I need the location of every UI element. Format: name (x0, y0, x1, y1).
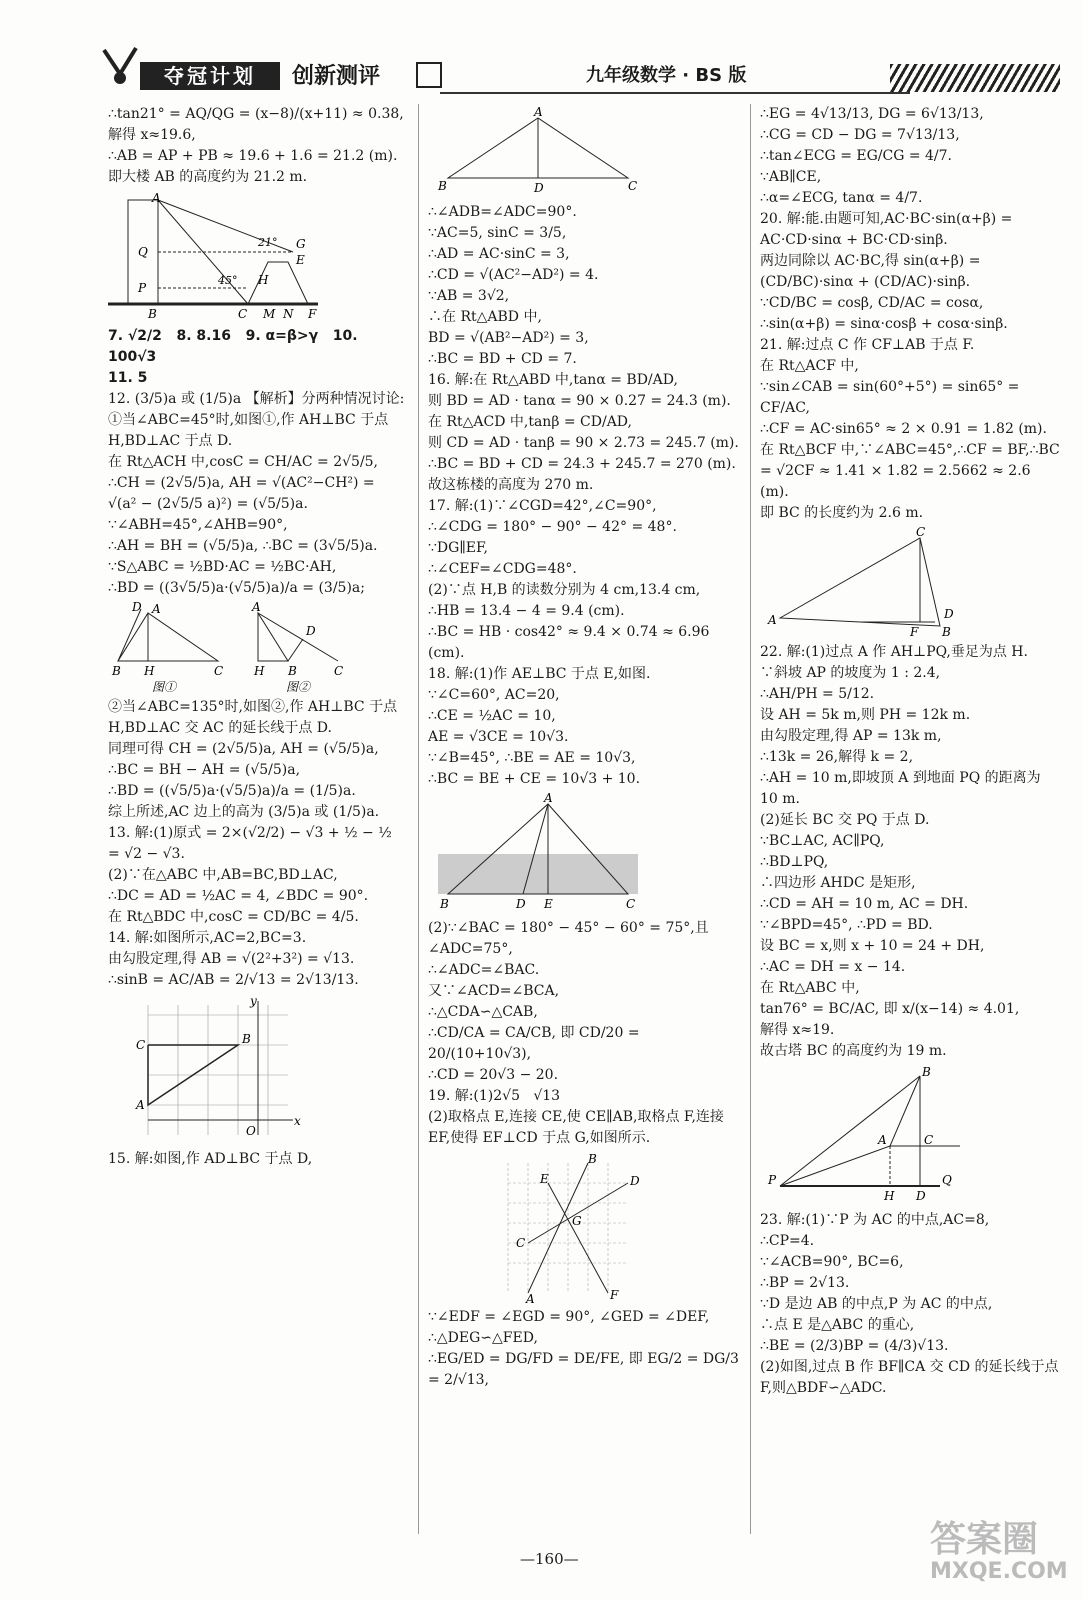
fig-caption: 图② (286, 680, 311, 694)
text-line: ∴CG = CD − DG = 7√13/13, (760, 127, 960, 143)
fig-label: B (942, 625, 951, 639)
text-line: ∴AD = AC·sinC = 3, (428, 246, 570, 262)
text-line: (2)取格点 E,连接 CE,使 CE∥AB,取格点 F,连接 EF,使得 EF⊥CD 于点 G,如图所示. (428, 1109, 729, 1146)
fig-label: B (242, 1032, 251, 1046)
text-line: ①当∠ABC=45°时,如图①,作 AH⊥BC 于点 H,BD⊥AC 于点 D. (108, 412, 393, 449)
fig-label: B (588, 1152, 597, 1166)
text-line: ∴BC = BE + CE = 10√3 + 10. (428, 771, 641, 787)
fig-label: A (768, 613, 777, 627)
fig-label: Q (138, 245, 148, 259)
text-line: 同理可得 CH = (2√5/5)a, AH = (√5/5)a, (108, 741, 379, 757)
text-line: 即大楼 AB 的高度约为 21.2 m. (108, 169, 308, 185)
fig-label: P (768, 1173, 777, 1187)
fig-label: B (148, 307, 157, 321)
text-line: ∴EG/ED = DG/FD = DE/FE, 即 EG/2 = DG/3 = 2/√13, (428, 1351, 744, 1388)
text-line: 在 Rt△BCF 中,∵∠ABC=45°,∴CF = BF,∴BC = √2CF ≈ 1.41 × 1.82 = 2.5662 ≈ 2.6 (m). (760, 442, 1065, 500)
text-line: 在 Rt△ABC 中, (760, 980, 860, 996)
text-line: ∴BP = 2√13. (760, 1275, 850, 1291)
fig-label: B (922, 1065, 931, 1079)
text-line: ∴CD = 20√3 − 20. (428, 1067, 559, 1083)
text-line: 故这栋楼的高度为 270 m. (428, 477, 594, 493)
figure-12 (108, 600, 368, 694)
fig-label: C (626, 897, 636, 911)
series-title: 创新测评 (292, 64, 381, 89)
text-line: 15. 解:如图,作 AD⊥BC 于点 D, (108, 1151, 313, 1167)
text-line: 23. 解:(1)∵P 为 AC 的中点,AC=8, (760, 1212, 990, 1228)
header-stripes (890, 64, 1060, 92)
fig-label: C (516, 1236, 526, 1250)
text-line: ∵∠EDF = ∠EGD = 90°, ∠GED = ∠DEF, (428, 1309, 710, 1325)
text-line: ∵CD/BC = cosβ, CD/AC = cosα, (760, 295, 984, 311)
text-line: 17. 解:(1)∵∠CGD=42°,∠C=90°, (428, 498, 657, 514)
fig-label: P (138, 281, 147, 295)
fig-label: G (572, 1214, 582, 1228)
text-line: 13. 解:(1)原式 = 2×(√2/2) − √3 + ½ − ½ (108, 825, 392, 841)
text-line: 由勾股定理,得 AB = √(2²+3²) = √13. (108, 951, 355, 967)
text-line: ∴CF = AC·sin65° ≈ 2 × 0.91 = 1.82 (m). (760, 421, 1047, 437)
fig-label: Q (942, 1173, 952, 1187)
fig-label: O (246, 1124, 256, 1138)
text-line: ∴EG = 4√13/13, DG = 6√13/13, (760, 106, 984, 122)
fig-label: 45° (218, 274, 238, 287)
text-line: tan76° = BC/AC, 即 x/(x−14) ≈ 4.01, (760, 1001, 1020, 1017)
fig-label: C (214, 664, 224, 678)
fig-label: D (306, 624, 316, 638)
text-line: ∴CP=4. (760, 1233, 815, 1249)
column-3 (760, 104, 1065, 1544)
fig-label: x (294, 1114, 301, 1128)
text-line: ∴CD/CA = CA/CB, 即 CD/20 = 20/(10+10√3), (428, 1025, 645, 1062)
fig-label: F (308, 307, 317, 321)
fig-label: A (534, 105, 543, 119)
figure-15 (428, 105, 648, 198)
text-line: ∵DG∥EF, (428, 540, 488, 556)
text-line: ∴CD = √(AC²−AD²) = 4. (428, 267, 599, 283)
text-line: (2)∵∠BAC = 180° − 45° − 60° = 75°,且∠ADC=75°, (428, 920, 709, 957)
trophy-logo-icon (100, 44, 140, 88)
text-line: 两边同除以 AC·BC,得 sin(α+β) = (CD/BC)·sinα + (CD/AC)·sinβ. (760, 253, 985, 290)
text-line: ∴BC = HB · cos42° ≈ 9.4 × 0.74 ≈ 6.96 (cm). (428, 624, 714, 661)
fig-label: B (112, 664, 121, 678)
figure-14-grid (108, 995, 308, 1145)
fig-label: M (263, 307, 276, 321)
text-line: ∴CE = ½AC = 10, (428, 708, 556, 724)
text-line: ∴∠CDG = 180° − 90° − 42° = 48°. (428, 519, 677, 535)
text-line: 20. 解:能.由题可知,AC·BC·sin(α+β) = AC·CD·sinα + BC·CD·sinβ. (760, 211, 1017, 248)
text-line: ∴AH = BH = (√5/5)a, ∴BC = (3√5/5)a. (108, 538, 378, 554)
fig-label: H (884, 1189, 895, 1203)
fig-label: N (283, 307, 294, 321)
text-line: ∴sin(α+β) = sinα·cosβ + cosα·sinβ. (760, 316, 1008, 332)
text-line: ∴HB = 13.4 − 4 = 9.4 (cm). (428, 603, 625, 619)
text-line: √(a² − (2√5/5 a)²) = (√5/5)a. (108, 496, 308, 512)
building-figure (108, 192, 328, 322)
text-line: (2)∵在△ABC 中,AB=BC,BD⊥AC, (108, 867, 338, 883)
fig-label: H (254, 664, 265, 678)
text-line: ∴∠ADB=∠ADC=90°. (428, 204, 577, 220)
text-line: 则 BD = AD · tanα = 90 × 0.27 = 24.3 (m). (428, 393, 731, 409)
watermark-url: MXQE.COM (930, 1558, 1068, 1584)
fig-label: C (916, 525, 926, 539)
text-line: ∴BD = ((√5/5)a·(√5/5)a)/a = (1/5)a. (108, 783, 356, 799)
text-line: ∴DC = AD = ½AC = 4, ∠BDC = 90°. (108, 888, 369, 904)
text-line: ②当∠ABC=135°时,如图②,作 AH⊥BC 于点 H,BD⊥AC 交 AC 的延长线于点 D. (108, 699, 402, 736)
text-line: ∵AB = 3√2, (428, 288, 510, 304)
column-1 (108, 104, 408, 1544)
answer-line: 7. √2/2 8. 8.16 9. α=β>γ 10. 100√3 (108, 328, 363, 365)
text-line: ∴tan∠ECG = EG/CG = 4/7. (760, 148, 953, 164)
watermark (930, 1520, 1068, 1584)
text-line: 在 Rt△BDC 中,cosC = CD/BC = 4/5. (108, 909, 359, 925)
fig-label: A (152, 602, 161, 616)
fig-label: C (136, 1038, 146, 1052)
text-line: ∴AH/PH = 5/12. (760, 686, 875, 702)
text-line: ∴∠ADC=∠BAC. (428, 962, 540, 978)
text-line: 18. 解:(1)作 AE⊥BC 于点 E,如图. (428, 666, 651, 682)
fig-label: 21° (258, 236, 278, 249)
text-line: ∴△DEG∽△FED, (428, 1330, 538, 1346)
text-line: 由勾股定理,得 AP = 13k m, (760, 728, 942, 744)
text-line: 解得 x≈19.6, (108, 127, 196, 143)
text-line: ∴BC = BD + CD = 24.3 + 245.7 = 270 (m). (428, 456, 736, 472)
text-line: ∴13k = 26,解得 k = 2, (760, 749, 914, 765)
text-line: 设 AH = 5k m,则 PH = 12k m. (760, 707, 971, 723)
text-line: ∵∠C=60°, AC=20, (428, 687, 560, 703)
fig-label: D (534, 181, 544, 195)
fig-label: A (878, 1133, 887, 1147)
text-line: = √2 − √3. (108, 846, 185, 862)
text-line: 21. 解:过点 C 作 CF⊥AB 于点 F. (760, 337, 975, 353)
text-line: BD = √(AB²−AD²) = 3, (428, 330, 589, 346)
fig-label: A (526, 1292, 535, 1306)
column-divider (750, 104, 751, 1534)
watermark-text: 答案圈 (930, 1519, 1039, 1560)
fig-label: B (440, 897, 449, 911)
text-line: 在 Rt△ACF 中, (760, 358, 859, 374)
fig-label: E (540, 1172, 549, 1186)
text-line: ∴BE = (2/3)BP = (4/3)√13. (760, 1338, 949, 1354)
fig-label: C (238, 307, 248, 321)
fig-label: B (438, 179, 447, 193)
brand-title: 夺冠计划 (140, 62, 280, 90)
text-line: ∵∠ABH=45°,∠AHB=90°, (108, 517, 288, 533)
text-line: 故古塔 BC 的高度约为 19 m. (760, 1043, 947, 1059)
text-line: 在 Rt△ACD 中,tanβ = CD/AD, (428, 414, 632, 430)
fig-caption: 图① (152, 680, 177, 694)
fig-label: H (144, 664, 155, 678)
text-line: ∴∠CEF=∠CDG=48°. (428, 561, 577, 577)
text-line: ∵∠BPD=45°, ∴PD = BD. (760, 917, 933, 933)
header-rule (440, 92, 910, 94)
series-mark-icon (416, 62, 442, 88)
text-line: 则 CD = AD · tanβ = 90 × 2.73 = 245.7 (m). (428, 435, 739, 451)
fig-label: E (544, 897, 553, 911)
fig-label: D (916, 1189, 926, 1203)
text-line: ∴tan21° = AQ/QG = (x−8)/(x+11) ≈ 0.38, (108, 106, 404, 122)
fig-label: C (924, 1133, 934, 1147)
fig-label: H (258, 273, 269, 287)
fig-label: A (136, 1098, 145, 1112)
text-line: ∴四边形 AHDC 是矩形, (760, 875, 916, 891)
text-line: ∵D 是边 AB 的中点,P 为 AC 的中点, (760, 1296, 993, 1312)
text-line: 又∵∠ACD=∠BCA, (428, 983, 560, 999)
text-line: 16. 解:在 Rt△ABD 中,tanα = BD/AD, (428, 372, 678, 388)
text-line: ∴BC = BH − AH = (√5/5)a, (108, 762, 301, 778)
text-line: ∵S△ABC = ½BD·AC = ½BC·AH, (108, 559, 337, 575)
page-number: —160— (520, 1550, 579, 1568)
figure-19-grid (428, 1152, 648, 1306)
fig-label: D (516, 897, 526, 911)
text-line: ∵AC=5, sinC = 3/5, (428, 225, 567, 241)
text-line: 即 BC 的长度约为 2.6 m. (760, 505, 924, 521)
text-line: ∵sin∠CAB = sin(60°+5°) = sin65° = CF/AC, (760, 379, 1024, 416)
fig-label: F (610, 1288, 619, 1302)
figure-22 (760, 1066, 980, 1206)
fig-label: D (944, 607, 954, 621)
fig-label: D (630, 1174, 640, 1188)
text-line: ∴sinB = AC/AB = 2/√13 = 2√13/13. (108, 972, 359, 988)
text-line: ∴α=∠ECG, tanα = 4/7. (760, 190, 923, 206)
fig-label: G (296, 237, 306, 251)
fig-label: A (544, 791, 553, 805)
answer-line: 11. 5 (108, 370, 148, 386)
text-line: ∵∠B=45°, ∴BE = AE = 10√3, (428, 750, 636, 766)
text-line: ∴AH = 10 m,即坡顶 A 到地面 PQ 的距离为 10 m. (760, 770, 1046, 807)
column-2 (428, 104, 746, 1544)
text-line: ∵AB∥CE, (760, 169, 822, 185)
text-line: ∴在 Rt△ABD 中, (428, 309, 542, 325)
text-line: 解得 x≈19. (760, 1022, 835, 1038)
figure-18 (428, 791, 648, 914)
fig-label: D (132, 600, 142, 614)
text-line: (2)∵点 H,B 的读数分别为 4 cm,13.4 cm, (428, 582, 701, 598)
text-line: ∴BD = ((3√5/5)a·(√5/5)a)/a = (3/5)a; (108, 580, 365, 596)
fig-label: E (296, 253, 305, 267)
fig-label: A (152, 191, 161, 205)
text-line: ∴点 E 是△ABC 的重心, (760, 1317, 915, 1333)
fig-label: B (288, 664, 297, 678)
text-line: 综上所述,AC 边上的高为 (3/5)a 或 (1/5)a. (108, 804, 380, 820)
text-line: ∴AC = DH = x − 14. (760, 959, 906, 975)
column-divider (418, 104, 419, 1534)
page-header (0, 0, 1083, 89)
text-line: ∴BD⊥PQ, (760, 854, 829, 870)
figure-21 (760, 525, 960, 639)
grade-label: 九年级数学 · BS 版 (586, 65, 747, 86)
text-line: 14. 解:如图所示,AC=2,BC=3. (108, 930, 307, 946)
fig-label: A (252, 600, 261, 614)
text-line: ∴CH = (2√5/5)a, AH = √(AC²−CH²) = (108, 475, 375, 491)
text-line: ∴△CDA∽△CAB, (428, 1004, 538, 1020)
text-line: (2)延长 BC 交 PQ 于点 D. (760, 812, 930, 828)
text-line: ∵∠ACB=90°, BC=6, (760, 1254, 904, 1270)
text-line: 22. 解:(1)过点 A 作 AH⊥PQ,垂足为点 H. (760, 644, 1028, 660)
text-line: AE = √3CE = 10√3. (428, 729, 569, 745)
fig-label: y (250, 994, 257, 1008)
text-line: 12. (3/5)a 或 (1/5)a 【解析】分两种情况讨论: (108, 391, 405, 407)
text-line: 设 BC = x,则 x + 10 = 24 + DH, (760, 938, 985, 954)
fig-label: C (628, 179, 638, 193)
text-line: ∵斜坡 AP 的坡度为 1 : 2.4, (760, 665, 941, 681)
text-line: ∵BC⊥AC, AC∥PQ, (760, 833, 885, 849)
fig-label: C (334, 664, 344, 678)
text-line: ∴AB = AP + PB ≈ 19.6 + 1.6 = 21.2 (m). (108, 148, 398, 164)
text-line: 在 Rt△ACH 中,cosC = CH/AC = 2√5/5, (108, 454, 379, 470)
text-line: ∴CD = AH = 10 m, AC = DH. (760, 896, 969, 912)
text-line: (2)如图,过点 B 作 BF∥CA 交 CD 的延长线于点 F,则△BDF∽△ADC. (760, 1359, 1063, 1396)
text-line: ∴BC = BD + CD = 7. (428, 351, 577, 367)
text-line: 19. 解:(1)2√5 √13 (428, 1088, 561, 1104)
fig-label: F (910, 625, 919, 639)
